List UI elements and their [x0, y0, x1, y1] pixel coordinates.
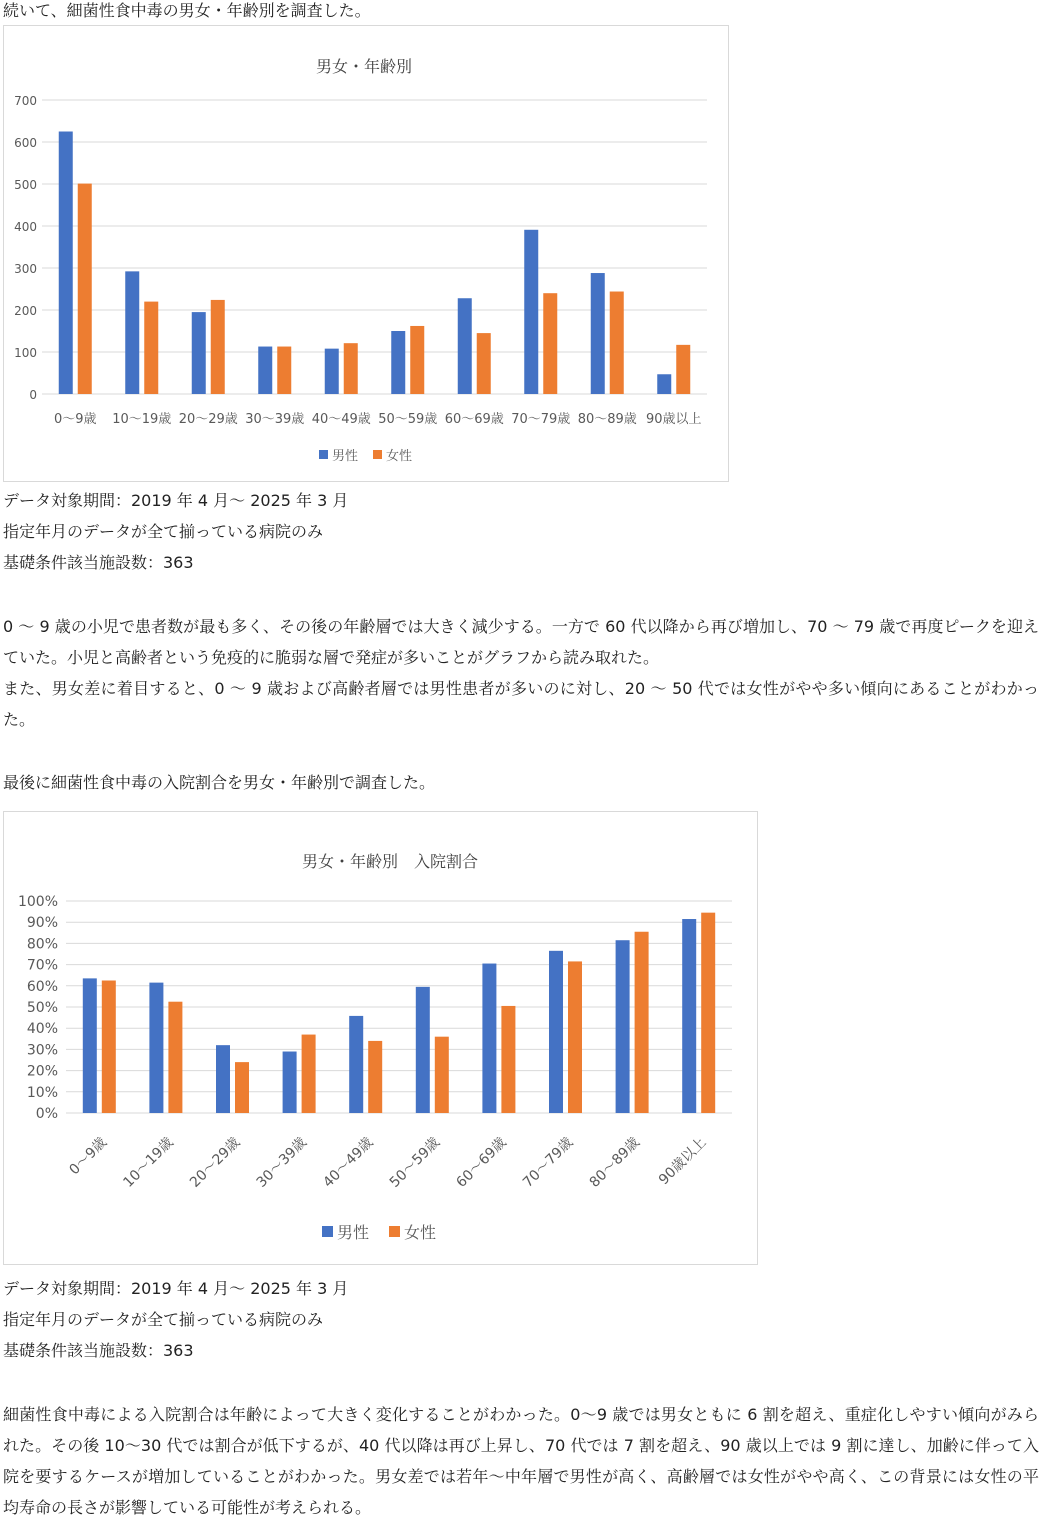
bar-male: [192, 312, 206, 394]
x-tick-label: 70〜79歳: [520, 1134, 577, 1191]
x-tick-label: 10〜19歳: [120, 1134, 177, 1191]
x-tick-label: 10〜19歳: [112, 412, 172, 427]
y-tick-label: 0%: [35, 1106, 58, 1122]
y-tick-label: 500: [14, 178, 37, 192]
bar-male: [59, 132, 73, 395]
bar-female: [610, 292, 624, 394]
bar-female: [477, 333, 491, 394]
x-tick-label: 70〜79歳: [511, 412, 571, 427]
bar-male: [216, 1045, 230, 1113]
bar-male: [549, 951, 563, 1113]
legend-swatch-male: [322, 1226, 333, 1237]
bar-male: [391, 331, 405, 394]
paragraph-1b: また、男女差に着目すると、0 〜 9 歳および高齢者層では男性患者が多いのに対し、20 〜 50 代では女性がやや多い傾向にあることがわかった。: [3, 679, 1039, 729]
y-tick-label: 90%: [26, 915, 58, 932]
chart-gender-age-count: [3, 25, 729, 482]
bar-female: [102, 981, 116, 1114]
chart1-note-facilities: 基礎条件該当施設数：363: [3, 553, 194, 572]
bar-male: [258, 347, 272, 394]
x-tick-label: 40〜49歳: [311, 412, 371, 427]
legend-swatch-female: [389, 1226, 400, 1237]
y-tick-label: 70%: [26, 957, 58, 974]
bar-male: [416, 987, 430, 1113]
y-tick-label: 40%: [26, 1021, 58, 1038]
x-tick-label: 80〜89歳: [577, 412, 637, 427]
y-tick-label: 50%: [26, 1000, 58, 1016]
bar-male: [325, 349, 339, 394]
bar-male: [682, 919, 696, 1113]
y-tick-label: 100: [14, 346, 37, 360]
bar-female: [211, 300, 225, 394]
x-tick-label: 30〜39歳: [253, 1134, 310, 1191]
chart2-note-period: データ対象期間：2019 年 4 月〜 2025 年 3 月: [3, 1279, 349, 1298]
bar-female: [144, 302, 158, 394]
x-tick-label: 60〜69歳: [444, 412, 504, 427]
bar-female: [701, 913, 715, 1113]
chart-2-svg: [4, 812, 757, 1264]
chart-title: 男女・年齢別: [315, 57, 413, 76]
y-tick-label: 60%: [26, 978, 58, 995]
x-tick-label: 90歳以上: [655, 1134, 710, 1189]
x-tick-label: 20〜29歳: [187, 1134, 244, 1191]
bar-female: [543, 293, 557, 394]
y-tick-label: 400: [14, 220, 37, 234]
bar-female: [435, 1037, 449, 1113]
x-tick-label: 20〜29歳: [178, 412, 238, 427]
y-tick-label: 80%: [26, 936, 58, 953]
x-tick-label: 90歳以上: [645, 412, 702, 427]
bar-female: [277, 347, 291, 394]
chart1-note-hospitals: 指定年月のデータが全て揃っている病院のみ: [3, 522, 324, 541]
y-tick-label: 700: [14, 94, 37, 108]
bar-female: [676, 345, 690, 394]
bar-male: [616, 940, 630, 1113]
bar-male: [591, 273, 605, 394]
paragraph-1a: 0 〜 9 歳の小児で患者数が最も多く、その後の年齢層では大きく減少する。一方で 60 代以降から再び増加し、70 〜 79 歳で再度ピークを迎えていた。小児と高齢者という免疫的に脆弱な層で発症が多いことがグラフから読み取れた。: [3, 617, 1039, 667]
x-tick-label: 0〜9歳: [66, 1134, 111, 1179]
bar-female: [235, 1062, 249, 1113]
bar-female: [410, 326, 424, 394]
x-tick-label: 50〜59歳: [386, 1134, 444, 1191]
bar-male: [125, 271, 139, 394]
y-tick-label: 200: [14, 304, 37, 318]
chart-title: 男女・年齢別 入院割合: [301, 852, 479, 871]
bar-female: [368, 1041, 382, 1113]
bar-female: [168, 1002, 182, 1113]
bar-male: [283, 1052, 297, 1113]
y-tick-label: 100%: [17, 894, 58, 910]
bar-female: [302, 1035, 316, 1113]
x-tick-label: 30〜39歳: [245, 412, 305, 427]
legend-label: 男性: [337, 1223, 370, 1242]
legend-swatch-male: [319, 450, 328, 459]
bar-male: [149, 983, 163, 1113]
bar-male: [458, 298, 472, 394]
paragraph-2: 細菌性食中毒による入院割合は年齢によって大きく変化することがわかった。0〜9 歳では男女ともに 6 割を超え、重症化しやすい傾向がみられた。その後 10〜30 代では割合が低下するが、40 代以降は再び上昇し、70 代では 7 割を超え、90 歳以上では 9 割に達し、加齢に伴って入院を要するケースが増加していることがわかった。男女差では若年〜中年層で男性が高く、高齢層では女性がやや高く、この背景には女性の平均寿命の長さが影響している可能性が考えられる。: [3, 1405, 1039, 1517]
y-tick-label: 10%: [26, 1084, 58, 1101]
chart1-note-period: データ対象期間：2019 年 4 月〜 2025 年 3 月: [3, 491, 349, 510]
x-tick-label: 40〜49歳: [320, 1134, 377, 1191]
bar-male: [83, 978, 97, 1113]
legend-label: 女性: [386, 449, 413, 464]
legend-swatch-female: [373, 450, 382, 459]
bar-female: [568, 961, 582, 1113]
legend-label: 男性: [332, 449, 359, 464]
bar-female: [635, 932, 649, 1113]
chart2-note-facilities: 基礎条件該当施設数：363: [3, 1341, 194, 1360]
chart2-note-hospitals: 指定年月のデータが全て揃っている病院のみ: [3, 1310, 324, 1329]
bar-female: [78, 184, 92, 394]
y-tick-label: 20%: [26, 1063, 58, 1080]
intro-text-1: 続いて、細菌性食中毒の男女・年齢別を調査した。: [3, 1, 371, 20]
y-tick-label: 0: [29, 388, 37, 402]
chart-gender-age-hospitalization: [3, 811, 758, 1265]
bar-male: [524, 230, 538, 394]
x-tick-label: 0〜9歳: [53, 412, 97, 427]
y-tick-label: 30%: [26, 1042, 58, 1059]
x-tick-label: 60〜69歳: [453, 1134, 510, 1191]
y-tick-label: 600: [14, 136, 37, 150]
x-tick-label: 50〜59歳: [378, 412, 438, 427]
x-tick-label: 80〜89歳: [586, 1134, 643, 1191]
y-tick-label: 300: [14, 262, 37, 276]
bar-female: [344, 343, 358, 394]
bar-male: [657, 374, 671, 394]
legend-label: 女性: [404, 1223, 437, 1242]
chart-1-svg: [4, 26, 728, 481]
bar-male: [482, 964, 496, 1113]
bar-male: [349, 1016, 363, 1113]
intro-text-2: 最後に細菌性食中毒の入院割合を男女・年齢別で調査した。: [3, 773, 436, 792]
bar-female: [501, 1006, 515, 1113]
